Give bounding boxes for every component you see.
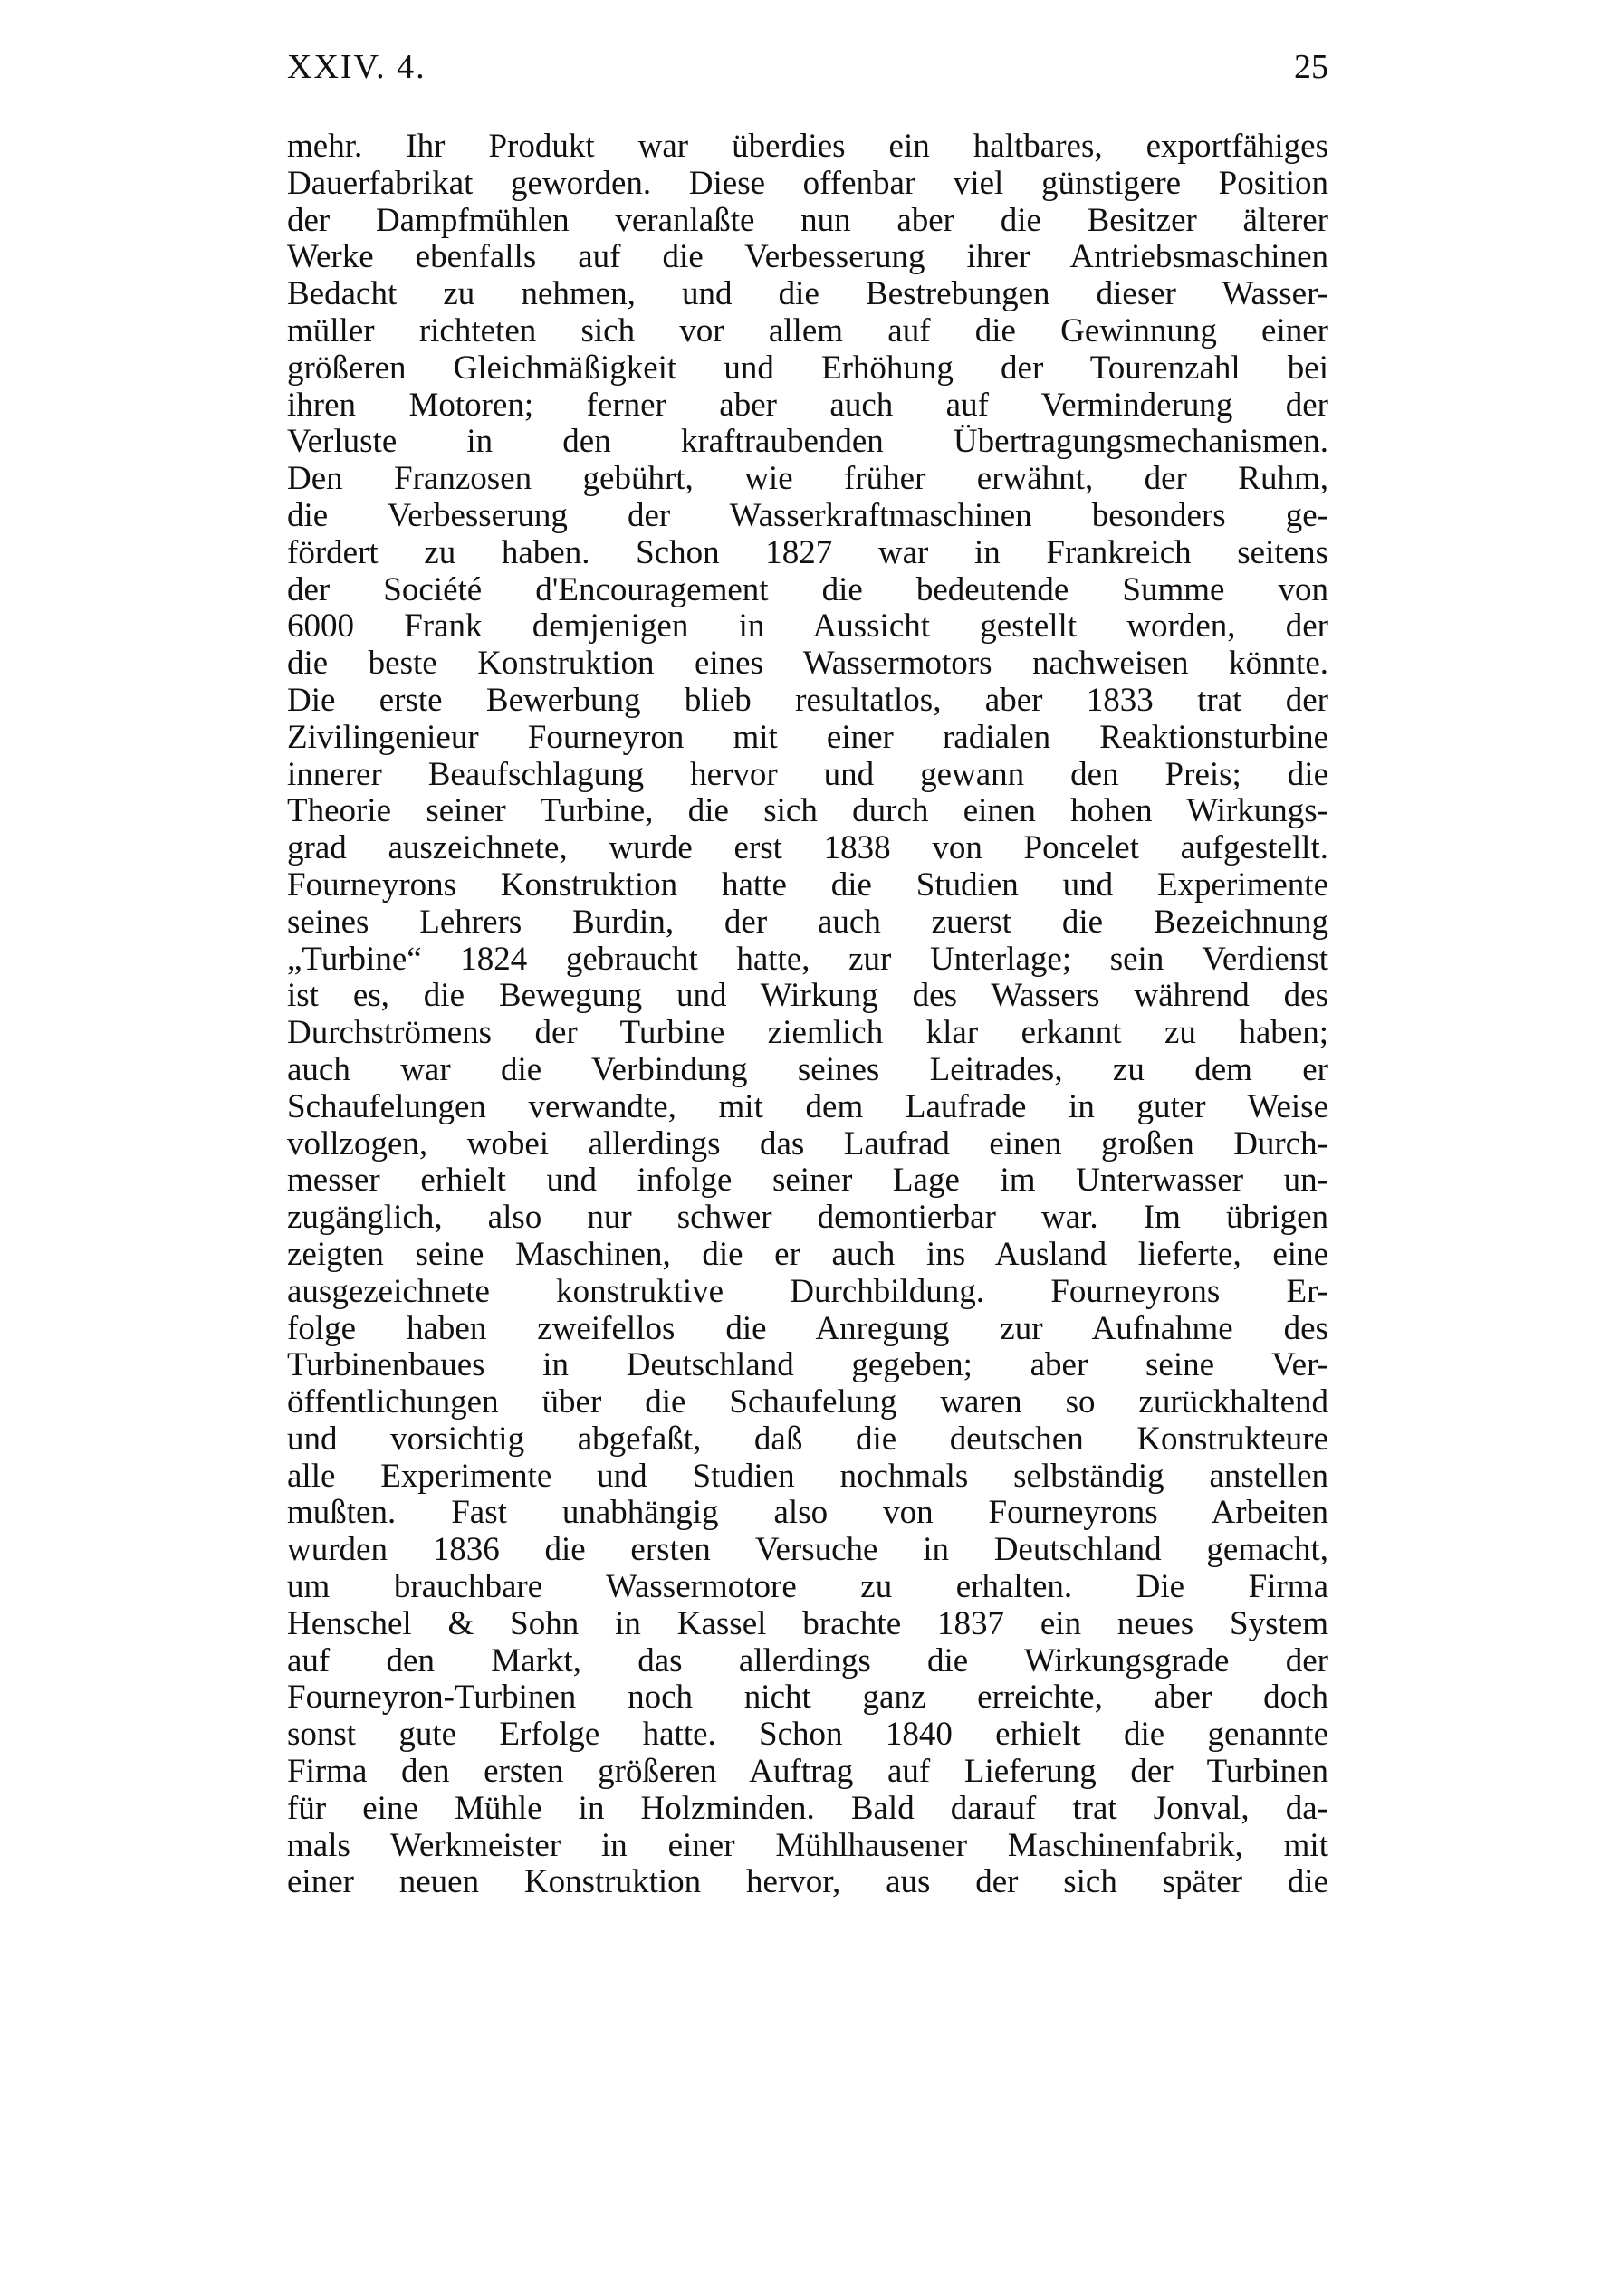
text-line: ausgezeichnete konstruktive Durchbildung. Fourneyrons Er-	[287, 1272, 1328, 1310]
text-line: Firma den ersten größeren Auftrag auf Lieferung der Turbinen	[287, 1753, 1328, 1791]
text-line: Theorie seiner Turbine, die sich durch einen hohen Wirkungs-	[287, 792, 1328, 830]
text-line: ihren Motoren; ferner aber auch auf Verminderung der	[287, 386, 1328, 424]
text-line: grad auszeichnete, wurde erst 1838 von Poncelet aufgestellt.	[287, 829, 1328, 867]
text-line: und vorsichtig abgefaßt, daß die deutschen Konstrukteure	[287, 1420, 1328, 1458]
text-line: Henschel & Sohn in Kassel brachte 1837 ein neues System	[287, 1604, 1328, 1642]
section-label: XXIV. 4.	[287, 48, 426, 86]
text-line: Schaufelungen verwandte, mit dem Laufrade in guter Weise	[287, 1087, 1328, 1125]
text-line: mals Werkmeister in einer Mühlhausener Maschinenfabrik, mit	[287, 1826, 1328, 1864]
text-line: sonst gute Erfolge hatte. Schon 1840 erhielt die genannte	[287, 1716, 1328, 1754]
text-line: der Dampfmühlen veranlaßte nun aber die Besitzer älterer	[287, 201, 1328, 239]
text-line: für eine Mühle in Holzminden. Bald darauf trat Jonval, da-	[287, 1789, 1328, 1827]
page-number: 25	[1294, 48, 1328, 86]
text-line: ist es, die Bewegung und Wirkung des Wassers während des	[287, 977, 1328, 1015]
text-line: Den Franzosen gebührt, wie früher erwähnt, der Ruhm,	[287, 460, 1328, 498]
text-line: 6000 Frank demjenigen in Aussicht gestellt worden, der	[287, 607, 1328, 646]
text-line: Fourneyron-Turbinen noch nicht ganz erreichte, aber doch	[287, 1679, 1328, 1717]
text-line: Zivilingenieur Fourneyron mit einer radialen Reaktionsturbine	[287, 718, 1328, 756]
text-line: wurden 1836 die ersten Versuche in Deutschland gemacht,	[287, 1531, 1328, 1569]
text-line: fördert zu haben. Schon 1827 war in Frankreich seitens	[287, 533, 1328, 571]
text-line: vollzogen, wobei allerdings das Laufrad einen großen Durch-	[287, 1124, 1328, 1162]
text-line: der Société d'Encouragement die bedeutende Summe von	[287, 570, 1328, 608]
text-line: die Verbesserung der Wasserkraftmaschinen besonders ge-	[287, 496, 1328, 534]
text-line: mehr. Ihr Produkt war überdies ein haltbares, exportfähiges	[287, 128, 1328, 165]
text-line: auch war die Verbindung seines Leitrades, zu dem er	[287, 1050, 1328, 1088]
text-line: Bedacht zu nehmen, und die Bestrebungen dieser Wasser-	[287, 275, 1328, 313]
text-line: größeren Gleichmäßigkeit und Erhöhung der Tourenzahl bei	[287, 349, 1328, 387]
text-line: Verluste in den kraftraubenden Übertragungsmechanismen.	[287, 423, 1328, 461]
text-line: die beste Konstruktion eines Wassermotors nachweisen könnte.	[287, 645, 1328, 683]
text-line: „Turbine“ 1824 gebraucht hatte, zur Unterlage; sein Verdienst	[287, 940, 1328, 978]
text-line: Fourneyrons Konstruktion hatte die Studien und Experimente	[287, 866, 1328, 904]
text-line: einer neuen Konstruktion hervor, aus der sich später die	[287, 1863, 1328, 1901]
body-text	[287, 129, 1328, 1901]
text-line: öffentlichungen über die Schaufelung waren so zurückhaltend	[287, 1383, 1328, 1421]
text-line: Werke ebenfalls auf die Verbesserung ihrer Antriebsmaschinen	[287, 238, 1328, 276]
text-line: innerer Beaufschlagung hervor und gewann den Preis; die	[287, 755, 1328, 793]
text-line: müller richteten sich vor allem auf die Gewinnung einer	[287, 311, 1328, 349]
text-line: Die erste Bewerbung blieb resultatlos, aber 1833 trat der	[287, 681, 1328, 719]
text-line: messer erhielt und infolge seiner Lage im Unterwasser un-	[287, 1162, 1328, 1200]
text-line: alle Experimente und Studien nochmals selbständig anstellen	[287, 1457, 1328, 1495]
text-line: zeigten seine Maschinen, die er auch ins Ausland lieferte, eine	[287, 1235, 1328, 1273]
text-line: zugänglich, also nur schwer demontierbar war. Im übrigen	[287, 1199, 1328, 1237]
text-line: mußten. Fast unabhängig also von Fourneyrons Arbeiten	[287, 1494, 1328, 1532]
text-line: Durchströmens der Turbine ziemlich klar erkannt zu haben;	[287, 1014, 1328, 1052]
text-line: folge haben zweifellos die Anregung zur Aufnahme des	[287, 1309, 1328, 1347]
running-header	[287, 47, 1328, 87]
text-line: Turbinenbaues in Deutschland gegeben; aber seine Ver-	[287, 1346, 1328, 1384]
text-line: um brauchbare Wassermotore zu erhalten. Die Firma	[287, 1568, 1328, 1606]
text-line: seines Lehrers Burdin, der auch zuerst die Bezeichnung	[287, 903, 1328, 941]
text-line: Dauerfabrikat geworden. Diese offenbar viel günstigere Position	[287, 164, 1328, 202]
text-line: auf den Markt, das allerdings die Wirkungsgrade der	[287, 1641, 1328, 1679]
